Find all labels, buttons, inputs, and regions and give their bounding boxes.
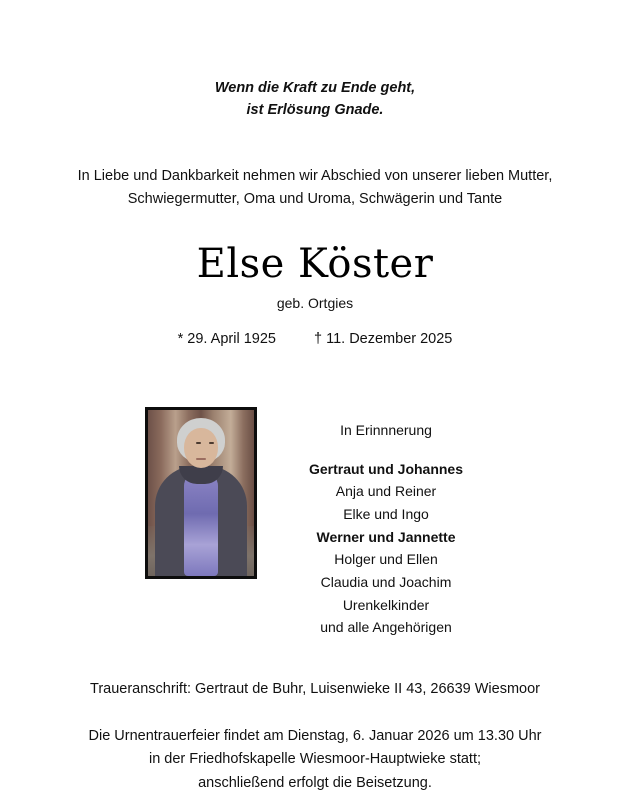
family-lead: In Erinnnerung [340, 421, 432, 438]
verse-line-2: ist Erlösung Gnade. [246, 101, 384, 118]
family-member: Elke und Ingo [343, 505, 429, 522]
family-member: Urenkelkinder [342, 596, 430, 613]
verse-line-1: Wenn die Kraft zu Ende geht, [214, 80, 416, 96]
ceremony-details [89, 725, 542, 795]
ceremony-line-3: anschließend erfolgt die Beisetzung. [198, 774, 432, 791]
portrait-photo [145, 407, 257, 579]
family-member: Claudia und Joachim [320, 573, 452, 590]
portrait-photo-image [148, 410, 254, 576]
family-member: Anja und Reiner [335, 483, 437, 500]
ceremony-line-2: in der Friedhofskapelle Wiesmoor-Hauptwieke statt; [148, 751, 481, 768]
family-member: und alle Angehörigen [320, 619, 452, 636]
death-date: † 11. Dezember 2025 [314, 330, 453, 347]
intro-line-2: Schwiegermutter, Oma und Uroma, Schwägerin und Tante [127, 190, 503, 207]
memorial-verse [215, 78, 415, 122]
deceased-name: Else Köster [196, 240, 434, 287]
family-member: Werner und Jannette [316, 528, 456, 545]
life-dates [178, 331, 453, 347]
ceremony-line-1: Die Urnentrauerfeier findet am Dienstag, 6. Januar 2026 um 13.30 Uhr [88, 727, 542, 744]
family-list [281, 407, 491, 639]
family-member: Holger und Ellen [334, 551, 438, 568]
birth-date: * 29. April 1925 [177, 330, 276, 347]
intro-text [78, 165, 553, 211]
mourning-address: Traueranschrift: Gertraut de Buhr, Luisenwieke II 43, 26639 Wiesmoor [90, 680, 540, 697]
maiden-name: geb. Ortgies [276, 294, 354, 311]
photo-and-family [40, 407, 590, 639]
intro-line-1: In Liebe und Dankbarkeit nehmen wir Abschied von unserer lieben Mutter, [77, 167, 553, 184]
family-member: Gertraut und Johannes [308, 460, 464, 477]
